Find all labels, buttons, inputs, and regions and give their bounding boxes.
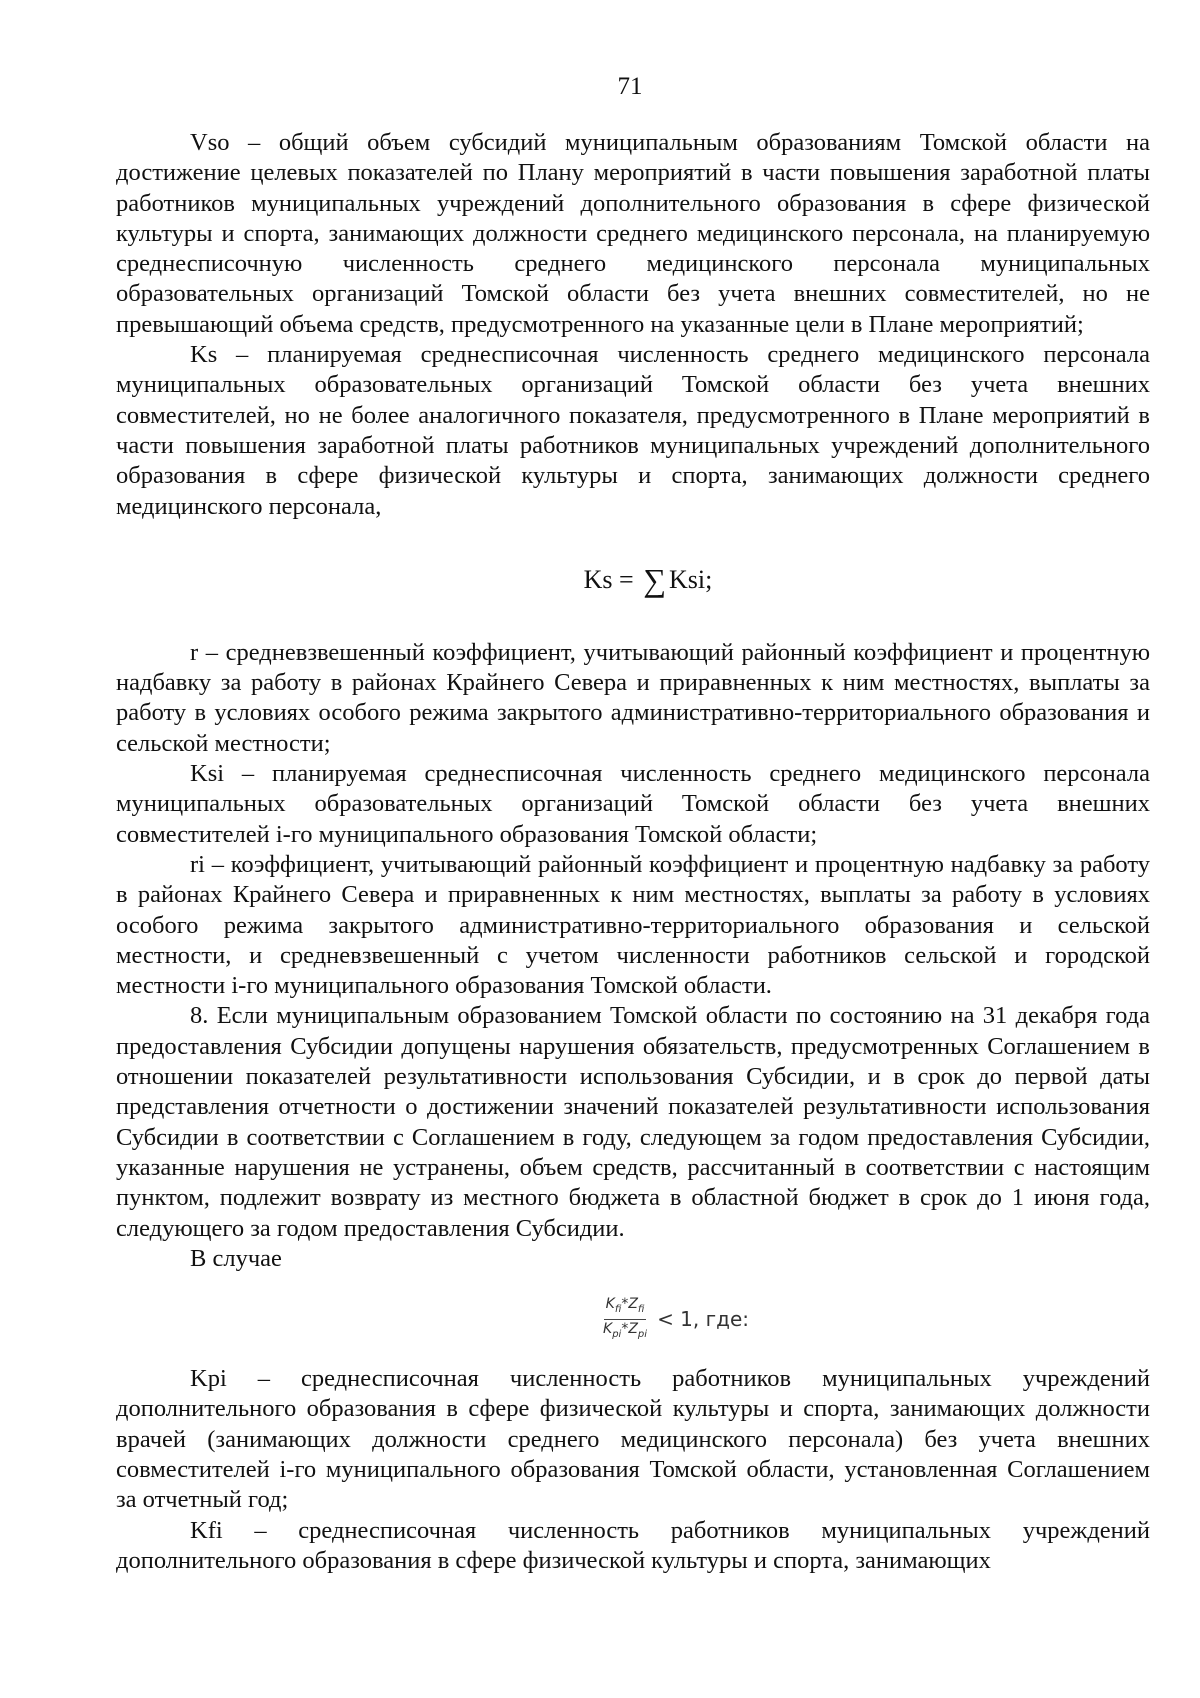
paragraph-ks-definition: Ks – планируемая среднесписочная численность среднего медицинского персонала муниципальных образовательных организаций Томской области без учета внешних совместителей, но не более аналогичного показателя, предусмотренного в Плане мероприятий в части повышения заработной платы работников муниципальных учреждений дополнительного образования в сфере физической культуры и спорта, занимающих должности среднего медицинского персонала, [116, 341, 1150, 520]
formula-ratio [116, 1274, 1150, 1364]
formula-sum-right: Ksi; [669, 564, 713, 594]
ratio-comparison: < 1, где: [657, 1307, 749, 1332]
ratio-numerator: $K_{fi}*Z_{fi}$ [604, 1296, 647, 1320]
document-body [116, 128, 1150, 1576]
formula-sum-equals: = [619, 564, 634, 594]
formula-sum-left: Ks [583, 564, 613, 594]
sigma-symbol: ∑ [643, 562, 667, 599]
paragraph-vso-definition: Vso – общий объем субсидий муниципальным образованиям Томской области на достижение целевых показателей по Плану мероприятий в части повышения заработной платы работников муниципальных учреждений дополнительного образования в сфере физической культуры и спорта, занимающих должности среднего медицинского персонала, на планируемую среднесписочную численность среднего медицинского персонала муниципальных образовательных организаций Томской области без учета внешних совместителей, но не превышающий объема средств, предусмотренного на указанные цели в Плане мероприятий; [116, 129, 1150, 338]
page-number: 71 [617, 73, 643, 100]
paragraph-r-definition: r – средневзвешенный коэффициент, учитывающий районный коэффициент и процентную надбавку за работу в районах Крайнего Севера и приравненных к ним местностях, выплаты за работу в условиях особого режима закрытого административно-территориального образования и сельской местности; [116, 638, 1150, 757]
formula-ks-sum [116, 522, 1150, 638]
paragraph-ksi-definition: Ksi – планируемая среднесписочная численность среднего медицинского персонала муниципальных образовательных организаций Томской области без учета внешних совместителей i-го муниципального образования Томской области; [116, 760, 1150, 848]
paragraph-ri-definition: ri – коэффициент, учитывающий районный коэффициент и процентную надбавку за работу в районах Крайнего Севера и приравненных к ним местностях, выплаты за работу в условиях особого режима закрытого административно-территориального образования и сельской местности, и средневзвешенный с учетом численности работников сельской и городской местности i-го муниципального образования Томской области. [116, 850, 1150, 1000]
paragraph-item-8: 8. Если муниципальным образованием Томской области по состоянию на 31 декабря года предоставления Субсидии допущены нарушения обязательств, предусмотренных Соглашением в отношении показателей результативности использования Субсидии, и в срок до первой даты представления отчетности о достижении значений показателей результативности использования Субсидии в соответствии с Соглашением в году, следующем за годом предоставления Субсидии, указанные нарушения не устранены, объем средств, рассчитанный в соответствии с настоящим пунктом, подлежит возврату из местного бюджета в областной бюджет в срок до 1 июня года, следующего за годом предоставления Субсидии. [116, 1002, 1150, 1242]
ratio-fraction [601, 1296, 649, 1343]
ratio-denominator: $K_{pi}*Z_{pi}$ [603, 1320, 648, 1340]
paragraph-in-case: В случае [190, 1244, 282, 1272]
paragraph-kpi-definition: Kpi – среднесписочная численность работников муниципальных учреждений дополнительного образования в сфере физической культуры и спорта, занимающих должности врачей (занимающих должности среднего медицинского персонала) без учета внешних совместителей i-го муниципального образования Томской области, установленная Соглашением за отчетный год; [116, 1365, 1150, 1514]
paragraph-kfi-definition: Kfi – среднесписочная численность работников муниципальных учреждений дополнительного образования в сфере физической культуры и спорта, занимающих [116, 1516, 1150, 1574]
